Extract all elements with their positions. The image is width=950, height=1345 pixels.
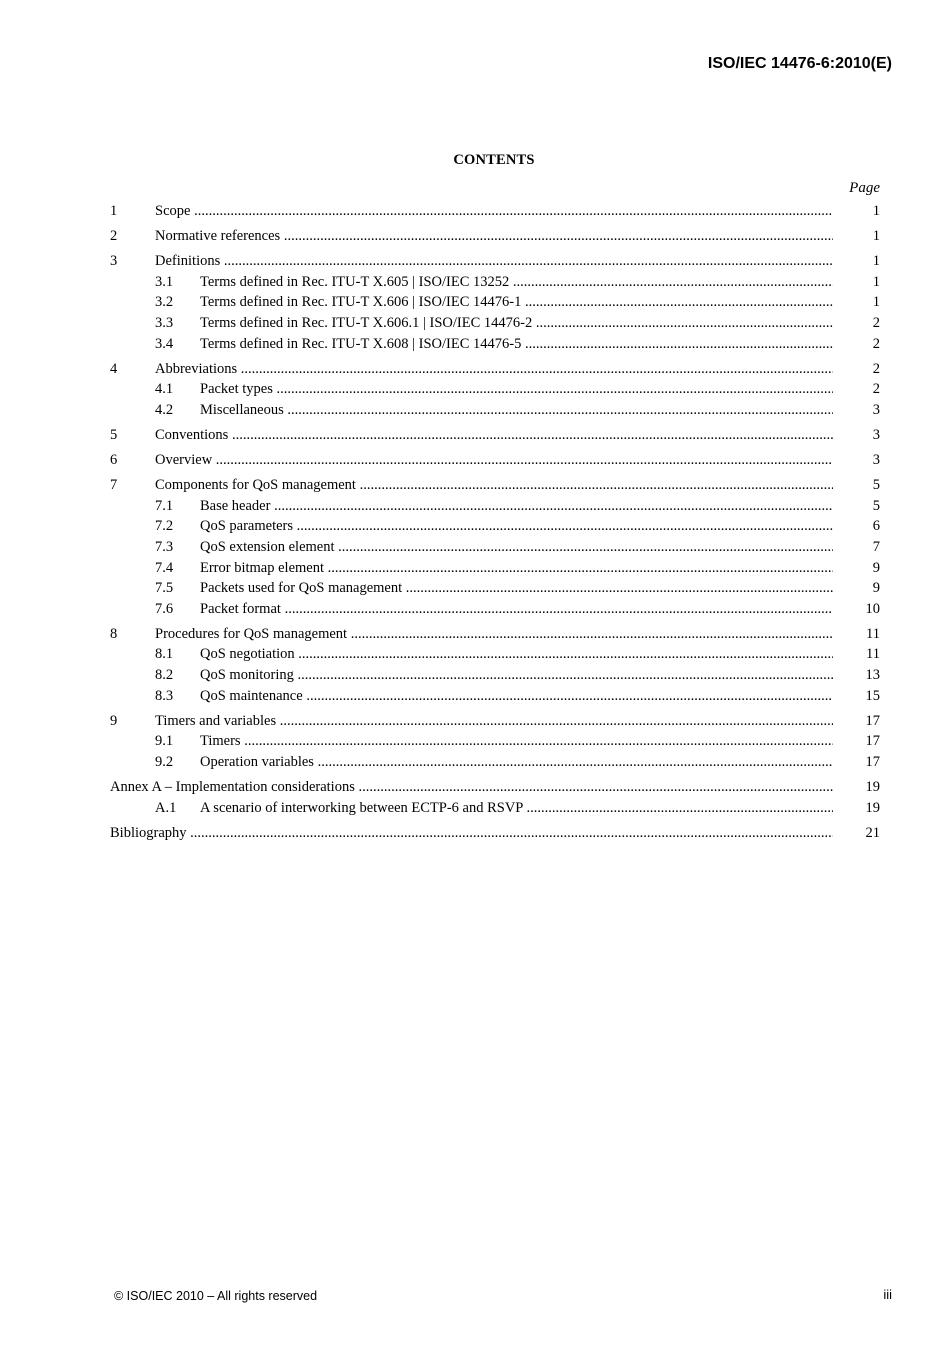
toc-entry-page: 19 (865, 799, 880, 816)
toc-entry-page: 17 (865, 712, 880, 729)
standard-identifier: ISO/IEC 14476-6:2010(E) (707, 55, 892, 72)
toc-entry-number: 9 (110, 712, 118, 729)
toc-entry-title (155, 251, 833, 272)
toc-entry-title-text: Components for QoS management (155, 477, 356, 494)
toc-entry-title-text: QoS monitoring (200, 666, 294, 683)
toc-entry-title (200, 496, 833, 517)
toc-entry[interactable] (110, 475, 880, 496)
toc-entry-title (155, 450, 833, 471)
toc-entry-number: 7.4 (155, 559, 174, 576)
toc-entry-title-text: Procedures for QoS management (155, 625, 348, 642)
toc-entry[interactable] (110, 686, 880, 707)
toc-entry-title-text: Annex A – Implementation considerations (110, 778, 355, 795)
toc-entry-title-text: Overview (155, 452, 213, 469)
toc-entry[interactable] (110, 313, 880, 334)
toc-entry-number: 7.3 (155, 538, 174, 555)
toc-entry-number: 8 (110, 625, 118, 642)
toc-entry-title-text: Timers and variables (155, 712, 277, 729)
toc-entry-number: 9.2 (155, 753, 174, 770)
toc-entry-page: 3 (872, 401, 880, 418)
toc-entry-page: 1 (872, 228, 880, 245)
toc-entry-number: 4 (110, 360, 118, 377)
toc-entry-page: 9 (872, 559, 880, 576)
toc-entry-title-text: QoS maintenance (200, 687, 303, 704)
toc-entry-page: 11 (866, 625, 880, 642)
toc-entry-title (200, 731, 833, 752)
toc-entry-title (110, 777, 833, 798)
toc-entry-title (200, 379, 833, 400)
toc-entry-title-text: Terms defined in Rec. ITU-T X.606.1 | ISO/IEC 14476-2 (200, 314, 533, 331)
toc-entry-number: 7.2 (155, 518, 174, 535)
toc-entry-title-text: Abbreviations (155, 360, 238, 377)
toc-entry-title-text: Conventions (155, 426, 229, 443)
toc-entry-number: 7 (110, 477, 118, 494)
toc-entry-title (200, 599, 833, 620)
toc-entry-title (200, 400, 833, 421)
toc-entry-page: 3 (872, 452, 880, 469)
toc-entry-number: 4.2 (155, 401, 174, 418)
toc-entry-title-text: Packet format (200, 600, 281, 617)
toc-entry-number: 6 (110, 452, 118, 469)
toc-entry-page: 19 (865, 778, 880, 795)
toc-entry-number: 7.6 (155, 600, 174, 617)
toc-entry-number: 8.3 (155, 687, 174, 704)
toc-entry-page: 3 (872, 426, 880, 443)
toc-entry-title (200, 516, 833, 537)
toc-entry-title-text: Error bitmap element (200, 559, 325, 576)
toc-entry[interactable] (110, 425, 880, 446)
toc-entry-number: 7.5 (155, 580, 174, 597)
toc-entry-page: 7 (872, 538, 880, 555)
toc-entry-number: 8.2 (155, 666, 174, 683)
toc-entry-title-text: Timers (200, 733, 241, 750)
toc-entry-number: 3.1 (155, 273, 174, 290)
toc-entry-page: 5 (872, 497, 880, 514)
toc-entry-page: 1 (872, 294, 880, 311)
toc-entry-title (200, 798, 833, 819)
toc-entry[interactable] (110, 496, 880, 517)
toc-entry-number: 9.1 (155, 733, 174, 750)
toc-entry-title (200, 272, 833, 293)
toc-entry-title (200, 334, 833, 355)
toc-entry[interactable] (110, 752, 880, 773)
toc-entry-number: A.1 (155, 799, 177, 816)
toc-entry-title-text: Miscellaneous (200, 401, 284, 418)
toc-entry-title (200, 558, 833, 579)
toc-entry-page: 2 (872, 314, 880, 331)
toc-entry-title-text: Packets used for QoS management (200, 580, 403, 597)
toc-entry[interactable] (110, 334, 880, 355)
toc-entry-title (155, 359, 833, 380)
page-number: iii (883, 1287, 892, 1302)
toc-entry[interactable] (110, 798, 880, 819)
toc-entry-title-text: Terms defined in Rec. ITU-T X.605 | ISO/IEC 13252 (200, 273, 510, 290)
toc-entry[interactable] (110, 599, 880, 620)
toc-entry-title (200, 752, 833, 773)
toc-entry-page: 1 (872, 203, 880, 219)
toc-entry[interactable] (110, 777, 880, 798)
toc-entry[interactable] (110, 359, 880, 380)
toc-entry-title-text: QoS extension element (200, 538, 335, 555)
toc-entry-page: 9 (872, 580, 880, 597)
toc-entry-page: 1 (872, 273, 880, 290)
toc-entry-title-text: Operation variables (200, 753, 314, 770)
toc-entry[interactable] (110, 516, 880, 537)
toc-entry-page: 11 (866, 646, 880, 663)
toc-entry[interactable] (110, 379, 880, 400)
toc-entry-page: 15 (865, 687, 880, 704)
toc-entry[interactable] (110, 272, 880, 293)
toc-entry-number: 7.1 (155, 497, 174, 514)
toc-entry[interactable] (110, 578, 880, 599)
toc-entry-page: 17 (865, 733, 880, 750)
toc-entry-title (155, 201, 833, 222)
toc-entry-title (200, 686, 833, 707)
toc-entry-number: 1 (110, 203, 118, 219)
toc-entry-page: 21 (865, 824, 880, 841)
toc-entry-title-text: Definitions (155, 253, 221, 270)
toc-entry[interactable] (110, 711, 880, 732)
toc-entry-page: 6 (872, 518, 880, 535)
toc-entry-title-text: QoS negotiation (200, 646, 295, 663)
page-column-label: Page (849, 180, 880, 196)
toc-entry[interactable] (110, 400, 880, 421)
table-of-contents (110, 201, 880, 843)
toc-entry-title-text: Bibliography (110, 824, 187, 841)
toc-entry-number: 2 (110, 228, 118, 245)
toc-entry-page: 5 (872, 477, 880, 494)
toc-entry-title-text: Normative references (155, 228, 281, 245)
contents-heading: CONTENTS (453, 152, 535, 168)
toc-entry[interactable] (110, 201, 880, 222)
toc-entry-page: 1 (872, 253, 880, 270)
toc-entry[interactable] (110, 558, 880, 579)
toc-entry-title (200, 313, 833, 334)
toc-entry-page: 2 (872, 381, 880, 398)
toc-entry-title (155, 226, 833, 247)
toc-entry-title (155, 624, 833, 645)
toc-entry-number: 5 (110, 426, 118, 443)
toc-entry-page: 2 (872, 335, 880, 352)
toc-entry-title-text: A scenario of interworking between ECTP-6 and RSVP (200, 799, 523, 816)
toc-entry[interactable] (110, 251, 880, 272)
toc-entry-title-text: QoS parameters (200, 518, 294, 535)
toc-entry-number: 3.2 (155, 294, 174, 311)
toc-entry-number: 4.1 (155, 381, 174, 398)
toc-entry[interactable] (110, 731, 880, 752)
toc-entry-title (200, 292, 833, 313)
toc-entry-number: 3.4 (155, 335, 174, 352)
toc-entry[interactable] (110, 823, 880, 844)
toc-entry-title (200, 665, 833, 686)
toc-entry-title-text: Scope (155, 203, 191, 219)
toc-entry[interactable] (110, 226, 880, 247)
toc-entry-title-text: Terms defined in Rec. ITU-T X.608 | ISO/IEC 14476-5 (200, 335, 522, 352)
toc-entry-number: 3 (110, 253, 118, 270)
toc-entry-title (200, 537, 833, 558)
toc-entry[interactable] (110, 450, 880, 471)
toc-entry[interactable] (110, 292, 880, 313)
toc-entry[interactable] (110, 537, 880, 558)
toc-entry-title (155, 425, 833, 446)
toc-entry-title-text: Terms defined in Rec. ITU-T X.606 | ISO/IEC 14476-1 (200, 294, 522, 311)
toc-entry-title (200, 644, 833, 665)
toc-entry-title (110, 823, 833, 844)
toc-entry-page: 10 (865, 600, 880, 617)
toc-entry-page: 2 (872, 360, 880, 377)
toc-entry-number: 8.1 (155, 646, 174, 663)
toc-entry-title-text: Packet types (200, 381, 273, 398)
toc-entry-title (155, 711, 833, 732)
copyright-notice: © ISO/IEC 2010 – All rights reserved (114, 1289, 318, 1303)
toc-entry-number: 3.3 (155, 314, 174, 331)
toc-entry-page: 17 (865, 753, 880, 770)
toc-entry[interactable] (110, 644, 880, 665)
toc-entry-page: 13 (865, 666, 880, 683)
toc-entry-title (200, 578, 833, 599)
toc-entry-title-text: Base header (200, 497, 271, 514)
toc-entry[interactable] (110, 665, 880, 686)
toc-entry[interactable] (110, 624, 880, 645)
toc-entry-title (155, 475, 833, 496)
